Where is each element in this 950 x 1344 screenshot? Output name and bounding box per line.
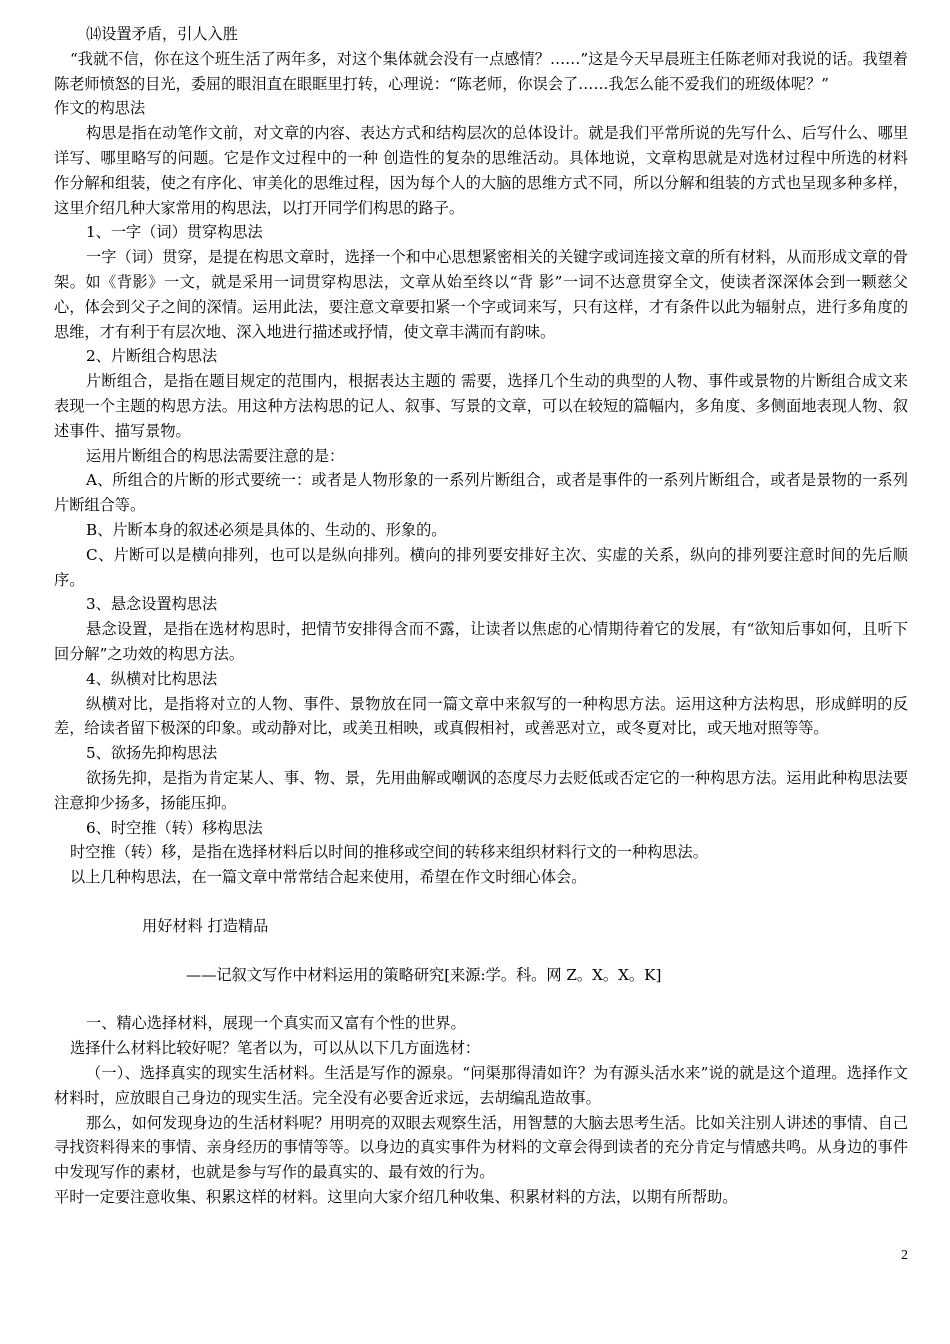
paragraph: （一）、选择真实的现实生活材料。生活是写作的源泉。“问渠那得清如许？为有源头活水来”说的就是这个道理。选择作文材料时，应放眼自己身边的现实生活。完全没有必要舍近求远，去胡编乱造故事。	[54, 1064, 908, 1107]
paragraph: 平时一定要注意收集、积累这样的材料。这里向大家介绍几种收集、积累材料的方法，以期有所帮助。	[54, 1188, 738, 1207]
spacer	[54, 987, 908, 1011]
body-section-1	[54, 22, 908, 890]
paragraph: 构思是指在动笔作文前，对文章的内容、表达方式和结构层次的总体设计。就是我们平常所说的先写什么、后写什么、哪里详写、哪里略写的问题。它是作文过程中的一种 创造性的复杂的思维活动。具体地说，文章构思就是对选材过程中所选的材料作分解和组装，使之有序化、审美化的思维过程，因为每个人的大脑的思维方式不同，所以分解和组装的方式也呈现多种多样，这里介绍几种大家常用的构思法，以打开同学们构思的路子。	[54, 124, 908, 217]
paragraph: ⒁设置矛盾，引人入胜	[86, 25, 238, 43]
paragraph: 悬念设置，是指在选材构思时，把情节安排得含而不露，让读者以焦虑的心情期待着它的发展，有“欲知后事如何，且听下回分解”之功效的构思方法。	[54, 620, 908, 663]
spacer	[54, 890, 908, 914]
paragraph: 6、时空推（转）移构思法	[86, 818, 263, 837]
paragraph: B、片断本身的叙述必须是具体的、生动的、形象的。	[86, 520, 447, 539]
document-page	[54, 22, 908, 1210]
paragraph: 一、精心选择材料，展现一个真实而又富有个性的世界。	[86, 1014, 466, 1033]
paragraph: 5、欲扬先抑构思法	[86, 744, 218, 763]
paragraph: 1、一字（词）贯穿构思法	[86, 223, 263, 242]
paragraph: 一字（词）贯穿，是提在构思文章时，选择一个和中心思想紧密相关的关键字或词连接文章的所有材料，从而形成文章的骨架。如《背影》一文，就是采用一词贯穿构思法，文章从始至终以“背 影”一词不达意贯穿全文，使读者深深体会到一颗慈父心，体会到父子之间的深情。运用此法，要注意文章要扣紧一个字或词来写，只有这样，才有条件以此为辐射点，进行多角度的思维，才有利于有层次地、深入地进行描述或抒情，使文章丰满而有韵味。	[54, 248, 908, 341]
spacer	[54, 939, 908, 963]
article-subtitle: ——记叙文写作中材料运用的策略研究[来源:学。科。网 Z。X。X。K]	[186, 965, 662, 984]
paragraph: 时空推（转）移，是指在选择材料后以时间的推移或空间的转移来组织材料行文的一种构思法。	[70, 843, 708, 862]
paragraph: 4、纵横对比构思法	[86, 669, 218, 688]
paragraph: 以上几种构思法，在一篇文章中常常结合起来使用，希望在作文时细心体会。	[70, 868, 587, 887]
body-section-2	[54, 1011, 908, 1209]
paragraph: 3、悬念设置构思法	[86, 595, 218, 614]
paragraph: 作文的构思法	[54, 99, 146, 118]
paragraph: A、所组合的片断的形式要统一：或者是人物形象的一系列片断组合，或者是事件的一系列片断组合，或者是景物的一系列片断组合等。	[54, 471, 908, 515]
paragraph: 片断组合，是指在题目规定的范围内，根据表达主题的 需要，选择几个生动的典型的人物、事件或景物的片断组合成文来表现一个主题的构思方法。用这种方法构思的记人、叙事、写景的文章，可以在较短的篇幅内，多角度、多侧面地表现人物、叙述事件、描写景物。	[54, 372, 908, 440]
page-number: 2	[901, 1248, 908, 1263]
paragraph: 纵横对比，是指将对立的人物、事件、景物放在同一篇文章中来叙写的一种构思方法。运用这种方法构思，形成鲜明的反差，给读者留下极深的印象。或动静对比，或美丑相映，或真假相衬，或善恶对立，或冬夏对比，或天地对照等等。	[54, 694, 908, 738]
article-title: 用好材料 打造精品	[142, 916, 269, 935]
paragraph: 2、片断组合构思法	[86, 347, 218, 366]
paragraph: 运用片断组合的构思法需要注意的是：	[86, 446, 345, 465]
paragraph: 选择什么材料比较好呢？笔者以为，可以从以下几方面选材：	[70, 1039, 481, 1058]
paragraph: 那么，如何发现身边的生活材料呢？用明亮的双眼去观察生活，用智慧的大脑去思考生活。比如关注别人讲述的事情、自己寻找资料得来的事情、亲身经历的事情等等。以身边的真实事件为材料的文章会得到读者的充分肯定与情感共鸣。从身边的事件中发现写作的素材，也就是参与写作的最真实的、最有效的行为。	[54, 1113, 908, 1182]
paragraph: “我就不信，你在这个班生活了两年多，对这个集体就会没有一点感情？……”这是今天早晨班主任陈老师对我说的话。我望着陈老师愤怒的目光，委屈的眼泪直在眼眶里打转，心理说：“陈老师，你误会了……我怎么能不爱我们的班级体呢？”	[54, 49, 908, 93]
paragraph: 欲扬先抑，是指为肯定某人、事、物、景，先用曲解或嘲讽的态度尽力去贬低或否定它的一种构思方法。运用此种构思法要注意抑少扬多，扬能压抑。	[54, 768, 908, 812]
paragraph: C、片断可以是横向排列，也可以是纵向排列。横向的排列要安排好主次、实虚的关系，纵向的排列要注意时间的先后顺序。	[54, 545, 908, 589]
